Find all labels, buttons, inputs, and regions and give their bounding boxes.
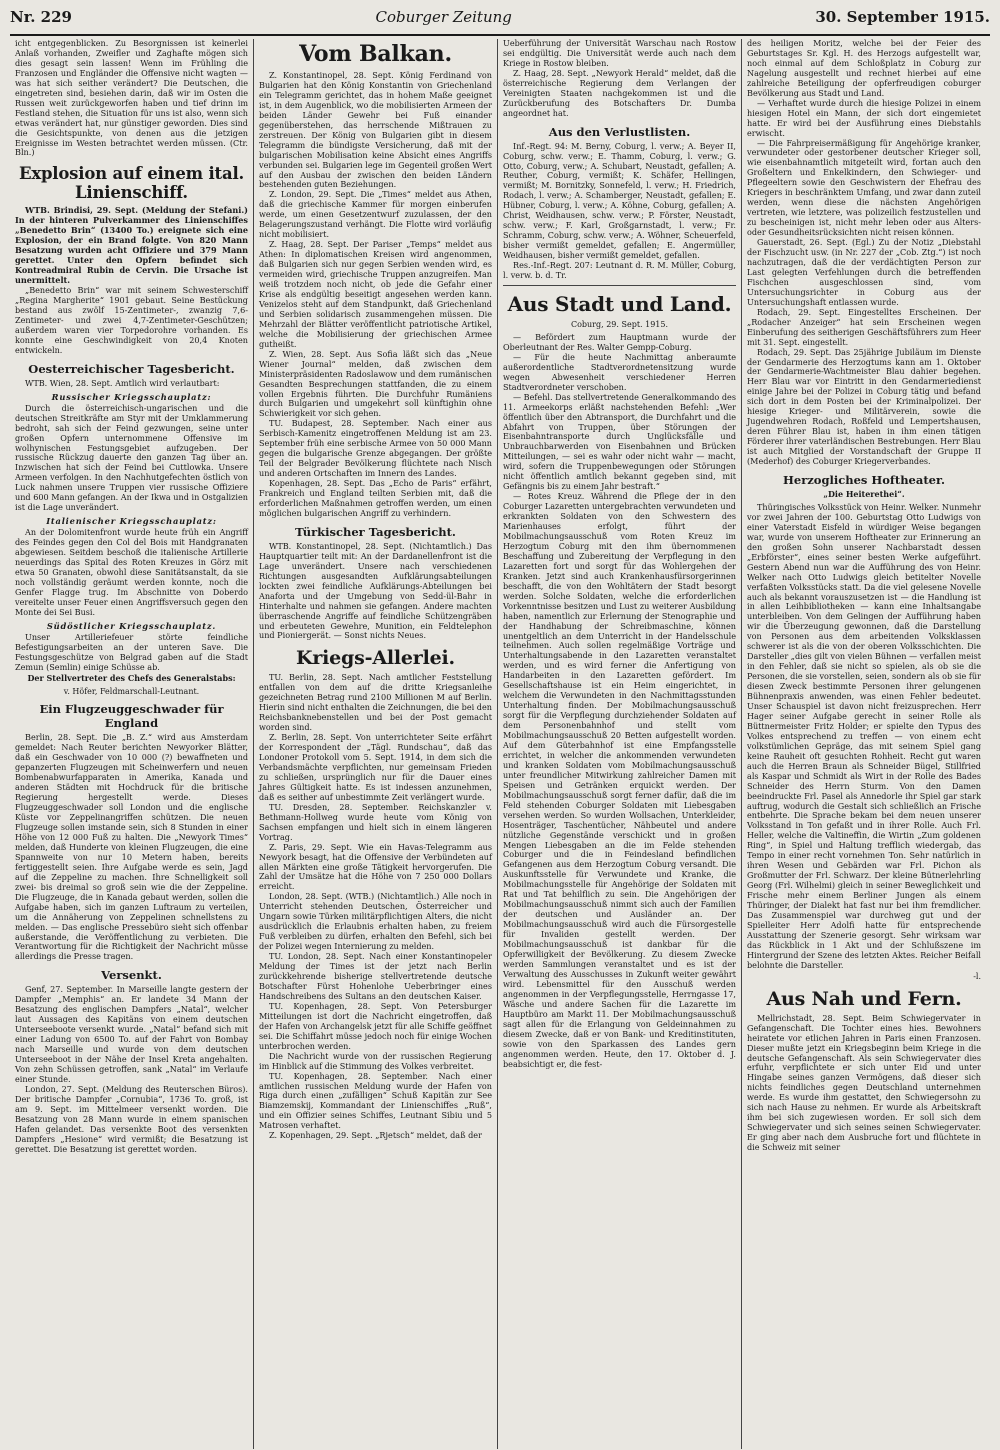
article-continuation: Ueberführung der Universität Warschau nach Rostow sei endgültig. Die Universität werde auch nach dem Kriege in Rostow bleiben. [503, 39, 736, 68]
subhead-southeast: Südöstlicher Kriegsschauplatz. [46, 620, 217, 631]
headline-balkan: Vom Balkan. [299, 41, 452, 67]
versenkt-body-1: Genf, 27. September. In Marseille langte gestern der Dampfer „Memphis“ an. Er landete 34 Mann der Besatzung des englischen Dampfers „Natal“, welcher laut Aussagen des Kapitäns von einem deutschen Unterseeboote versenkt wurde. „Natal“ befand sich mit einer Ladung von 6500 To. auf der Fahrt von Bombay nach Marseille und wurde von dem deutschen Unterseeboot in der Nähe der Insel Kreta angehalten. Von zehn Schüssen getroffen, sank „Natal“ im Verlaufe einer Stunde. [15, 984, 248, 1084]
versenkt-body-2: London, 27. Sept. (Meldung des Reuterschen Büros). Der britische Dampfer „Cornubia“, 1736 To. groß, ist am 9. Sept. im Mittelmeer versenkt worden. Die Besatzung von 28 Mann wurde in einem spanischen Hafen gelandet. Das versenkte Boot des versenkten Dampfers „Hesione“ wird vermißt; die Besatzung ist gerettet. Die Besatzung ist gerettet worden. [15, 1083, 248, 1154]
article-continuation: des heiligen Moritz, welche bei der Feier des Geburtstages Sr. Kgl. H. des Herzogs aufgestellt war, noch einmal auf dem Schloßplatz in Coburg zur Nagelung ausgestellt und rechnet hierbei auf eine zahlreiche Beteiligung der opferfreudigen coburger Bevölkerung aus Stadt und Land. [747, 39, 981, 98]
balkan-paragraph: TU. Budapest, 28. September. Nach einer aus Serbisch-Kamenitz eingetroffenen Meldung ist am 23. September früh eine serbische Armee von 50 000 Mann gegen die bulgarische Grenze abgegangen. Der größte Teil der Belgrader Bevölkerung flüchtete nach Nisch und anderen Ortschaften im Innern des Landes. [259, 418, 492, 479]
krieg-paragraph: Die Nachricht wurde von der russischen Regierung im Hinblick auf die Stimmung des Volkes verbreitet. [259, 1050, 492, 1071]
southeast-body: Unser Artilleriefeuer störte feindliche Befestigungsarbeiten an der unteren Save. Die Festungsgeschütze von Belgrad gaben auf die Stadt Zemun (Semlin) einige Schüsse ab. [15, 631, 248, 672]
explosion-body: „Benedetto Brin“ war mit seinem Schwesterschiff „Regina Margherite“ 1901 gebaut. Seine Bestückung bestand aus zwölf 15-Zentimeter-, zwanzig 7,6-Zentimeter- und zwei 4,7-Zentimeter-Geschützen; außerdem waren vier Torpedorohre vorhanden. Es konnte eine Geschwindigkeit von 20,4 Knoten entwickeln. [15, 285, 248, 355]
krieg-paragraph: Z. Paris, 29. Sept. Wie ein Havas-Telegramm aus Newyork besagt, hat die Offensive der Verbündeten auf allen Märkten eine große Tätigkeit hervorgerufen. Die Zahl der Umsätze hat die Höhe von 7 250 000 Dollars erreicht. [259, 841, 492, 892]
balkan-paragraph: Z. Konstantinopel, 28. Sept. König Ferdinand von Bulgarien hat den König Konstantin von Griechenland ein Telegramm gerichtet, das in hohem Maße geeignet ist, in dem Augenblick, wo die mobilisierten Armeen der beiden Länder Gewehr bei Fuß einander gegenüberstehen, das herrschende Mißtrauen zu zerstreuen. Der König von Bulgarien gibt in diesem Telegramm die bündigste Versicherung, daß mit der bulgarischen Mobilisation keine Absicht eines Angriffs verbunden sei. Bulgarien lege im Gegenteil großen Wert auf den Ausbau der zwischen den beiden Ländern bestehenden guten Beziehungen. [259, 70, 492, 190]
dateline: Coburg, 29. Sept. 1915. [570, 319, 669, 329]
local-paragraph: Rodach, 29. Sept. Eingestelltes Erscheinen. Der „Rodacher Anzeiger“ hat sein Erscheinen wegen Einberufung des seitherigen Geschäftsführers zum Heer mit 31. Sept. eingestellt. [747, 306, 981, 347]
krieg-paragraph: TU. Dresden, 28. September. Reichskanzler v. Bethmann-Hollweg wurde heute vom König von Sachsen empfangen und hielt sich in einem längeren Vortrag. [259, 801, 492, 842]
local-paragraph: — Die Fahrpreisermäßigung für Angehörige kranker, verwundeter oder gestorbener deutscher Krieger soll, wie eisenbahnamtlich mitgeteilt wird, fortan auch den Großeltern und Enkelkindern, den Schwieger- und Pflegeeltern sowie den Geschwistern der Ehefrau des Kriegers in beschränktem Umfang, und zwar dann zuteil werden, wenn diese die nächsten Angehörigen vertreten, wie letztere, was polizeilich festzustellen und zu bescheinigen ist, nicht mehr leben oder aus Alters- oder Gesundheitsrücksichten nicht reisen können. [747, 137, 981, 238]
nah-body: Mellrichstadt, 28. Sept. Beim Schwiegervater in Gefangenschaft. Die Tochter eines hies. Bewohners heiratete vor etlichen Jahren in Paris einen Franzosen. Dieser mußte jetzt ein Kriegsbeginn beim Kriege in die deutsche Gefangenschaft. Als sein Schwiegervater dies erfuhr, verpflichtete er sich unter Eid und unter Hingabe seines ganzen Vermögens, daß dieser sich nichts feindliches gegen Deutschland unternehmen werde. Es wurde ihm gestattet, den Schwiegersohn zu sich nach Hause zu nehmen. Er wurde als Arbeitskraft ihm bei sich zugewiesen worden. Er soll sich dem Schwiegervater und sich seines seinen Schwiegervater. Er ging aber nach dem Ausbruche fort und flüchtete in die Schweiz mit seiner [747, 1012, 981, 1153]
krieg-paragraph: London, 28. Sept. (WTB.) (Nichtamtlich.) Alle noch in Unterricht stehenden Deutschen, Österreicher und Ungarn sowie Türken militärpflichtigen Alters, die nicht ausdrücklich die Erlaubnis erhalten haben, zu freiem Fuß verbleiben zu dürfen, erhalten den Befehl, sich bei der Polizei wegen Internierung zu melden. [259, 891, 492, 952]
headline-explosion: Explosion auf einem ital. Linienschiff. [18, 164, 245, 203]
italian-body: An der Dolomitenfront wurde heute früh ein Angriff des Feindes gegen den Col del Bois mit Handgranaten abgewiesen. Seitdem beschoß die italienische Artillerie neuerdings das Spital des Roten Kreuzes in Görz mit etwa 50 Granaten, obwohl diese Sanitätsanstalt, da sie noch vollständig geräumt werden konnte, noch die Genfer Flagge trug. Im Abschnitte von Doberdo vereitelte unser Feuer einen Angriffsversuch gegen den Monte dei Sei Busi. [15, 527, 248, 617]
balkan-paragraph: Z. Haag, 28. Sept. Der Pariser „Temps“ meldet aus Athen: In diplomatischen Kreisen wird angenommen, daß Bulgarien sich nur gegen Serbien wenden wird, es vermeiden wird, griechische Truppen anzugreifen. Man weiß trotzdem noch nicht, ob jede die Gefahr einer Krise als endgültig beseitigt angesehen werden kann. Venizelos steht auf dem Standpunkt, daß Griechenland und Serbien solidarisch zusammengehen müssen. Die Mehrzahl der Blätter veröffentlicht patriotische Artikel, welche die Mobilisierung der griechischen Armee gutheißt. [259, 239, 492, 349]
column-4 [742, 39, 986, 1449]
krieg-paragraph: TU. Kopenhagen, 28. September. Nach einer amtlichen russischen Meldung wurde der Hafen von Riga durch einen „zufälligen“ Schuß Kapitän zur See Biamzemskij, Kommandant der Linienschiffes „Ruß“, und ein Offizier seines Schiffes, Leutnant Sibiu und 5 Matrosen verhaftet. [259, 1070, 492, 1131]
balkan-paragraph: Kopenhagen, 28. Sept. Das „Echo de Paris“ erfährt, Frankreich und England teilten Serbien mit, daß die erforderlichen Maßnahmen getroffen werden, um einen möglichen bulgarischen Angriff zu verhindern. [259, 478, 492, 518]
headline-kriegs-allerlei: Kriegs-Allerlei. [296, 647, 455, 670]
local-paragraph: — Verhaftet wurde durch die hiesige Polizei in einem hiesigen Hotel ein Mann, der sich dort eingemietet hatte. Er wird bei der Ausführung eines Diebstahls erwischt. [747, 97, 981, 138]
stadt-paragraph: — Rotes Kreuz. Während die Pflege der in den Coburger Lazaretten untergebrachten verwundeten und erkrankten Soldaten von den Schwestern des Marienhauses erfolgt, führt der Mobilmachungsausschuß vom Roten Kreuz im Herzogtum Coburg mit den ihm übernommenen Beschaffung und Zubereitung der Verpflegung in den Lazaretten fort und sorgt für das Wohlergehen der Kranken. Jetzt sind auch Krankenhausfürsorgerinnen beschafft, die von den Wohltätern der Stadt besorgt werden. Solche Soldaten, welche die erforderlichen Vorkenntnisse besitzen und Lust zu weiterer Ausbildung haben, namentlich zur Erlernung der Stenographie und der Handhabung der Schreibmaschine, können unentgeltlich an dem Unterricht in der Handelsschule teilnehmen. Auch sollen regelmäßige Vorträge und Unterhaltungsabende in den Lazaretten veranstaltet werden, und es wird ferner die Anfertigung von Handarbeiten in den Lazaretten gefördert. Im Gesellschaftshause ist ein Heim eingerichtet, in welchem die Verwundeten in den Nachmittagsstunden Unterhaltung finden. Der Mobilmachungsausschuß sorgt für die Verpflegung durchziehender Soldaten auf dem Personenbahnhof und stellt vom Mobilmachungsausschuß 20 Betten aufgestellt worden. Auf dem Güterbahnhof ist eine Empfangsstelle errichtet, in welcher die ankommenden verwundeten und kranken Soldaten vom Mobilmachungsausschuß unter freundlicher Mitwirkung zahlreicher Damen mit Speisen und Getränken erquickt werden. Der Mobilmachungsausschuß sorgt ferner dafür, daß die im Feld stehenden Coburger Soldaten mit Liebesgaben versehen werden. So wurden Wollsachen, Unterkleider, Hosenträger, Taschentücher, Nähbeutel und andere nützliche Gegenstände verschickt und in großen Mengen Liebesgaben an die im Felde stehenden Coburger und die in Feindesland befindlichen Gefangenen aus dem Herzogtum Coburg versandt. Die Auskunftsstelle für Verwundete und Kranke, die Mobilmachungsstelle für Angehörige der Soldaten mit Rat und Tat behilflich zu sein. Die Angehörigen der Mobilmachungsausschuß nimmt sich auch der Familien der deutschen und Ausländer an. Der Mobilmachungsausschuß wird auch die Fürsorgestelle für Invaliden gestellt werden. Der Mobilmachungsausschuß ist dankbar für die Opferwilligkeit der Bevölkerung. Zu diesem Zwecke werden Sammlungen veranstaltet und es ist der Verwaltung des Ausschusses in Zukunft weiter gewährt wird. Lebensmittel für den Ausschuß werden angenommen in der Verpflegungsstelle, Herrngasse 17, Wäsche und andere Sachen für die Lazarette im Hauptbüro am Markt 11. Der Mobilmachungsausschuß sagt allen für die Erlangung von Geldeinnahmen zu diesem Zwecke, daß er von Bank- und Kreditinstituten, sowie von den Sparkassen des Landes gern angenommen werden. Heute, den 17. Oktober d. J. beabsichtigt er, die fest- [503, 491, 736, 1069]
headline-flugzeug: Ein Flugzeuggeschwader für England [39, 702, 224, 731]
newspaper-title: Coburger Zeitung [375, 8, 512, 26]
krieg-paragraph: TU. Berlin, 28. Sept. Nach amtlicher Feststellung entfallen von dem auf die dritte Kriegsanleihe gezeichneten Betrag rund 2100 Millionen M auf Berlin. Hierin sind nicht enthalten die Zeichnungen, die bei den Reichsbanknebenstellen und bei der Post gemacht worden sind. [259, 672, 492, 733]
headline-nah-fern: Aus Nah und Fern. [766, 987, 962, 1010]
masthead [10, 8, 990, 36]
theater-body: Thüringisches Volksstück von Heinr. Welker. Nunmehr vor zwei Jahren der 100. Geburtstag Otto Ludwigs von einer Vaterstadt Eisfeld in würdiger Weise begangen war, wurde von unserem Hoftheater zur Erinnerung an den großen Sohn unserer Nachbarstadt dessen „Erbförster“, eines seiner besten Werke aufgeführt. Gestern Abend nun war die Aufführung des von Heinr. Welker nach Otto Ludwigs gleich betitelter Novelle verfaßten Volksstücks statt. Da die viel gelesene Novelle auch als bekannt vorauszusetzen ist — die Handlung ist in allen Leihbibliotheken — kann eine Inhaltsangabe unterbleiben. Von dem Gelingen der Aufführung haben wir die Überzeugung gewonnen, daß die Darstellung von Personen aus dem arbeitenden Volksklassen schwerer ist als die von der oberen Volksschichten. Die Darsteller „dies gilt von vielen Bühnen — verfallen meist in den Fehler, daß sie nicht so spielen, als ob sie die Personen, die sie vorstellen, seien, sondern als ob sie für diesen Zweck bestimmte Personen ihrer gelungenen Bühnenpraxis anwenden, was einen Fehler bedeutet. Unser Schauspiel ist davon nicht freizusprechen. Herr Hager seiner Aufgabe gerecht in seiner Rolle als Büttnermeister Fritz Holder; er spielte den Typus des Volkes entsprechend zu treffen — von einem echt volkstümlichen Gepräge, das mit seinem Spiel gang keine Rauheit oft gesuchten Rohheit. Recht gut waren auch die Herren Braun als Schneider Bügel, Stillfried als Kaspar und Schmidt als Wirt in der Rolle des Bades Schneider des Herrn Sturm. Von den Damen beeindruckte Frl. Pasel als Annedorle ihr Spiel gar stark auftrug, wodurch die Gestalt sich schließlich an Frische entbehrte. Die Sprache bekam bei dem neuen unserer Volksstand in Ton gefaßt und in ihrer Rolle. Auch Frl. Heller, welche die Valtineffin, die Wirtin „Zum goldenen Ring“, in Spiel und Haltung trefflich wiedergab, das Tempo in einer recht vornehmen Ton. Sehr natürlich in ihren Wesen und Gebärden war Frl. Pichon als Großmutter der Frl. Schwarz. Der kleine Bütnerlehrling Georg (Frl. Wilhelmi) gleich in seiner Beweglichkeit und Frische mehr einem Berliner Jungen als einem Thüringer, der Dialekt hat fast nur bei ihm fremdlicher. Das Zusammenspiel war durchweg gut und der Spielleiter Herr Adolfi hatte für entsprechende Ausstattung der Szenerie gesorgt. Sehr wirksam war das Rückblick in 1 Akt und der Schlußszene im Hintergrund der Szene des letzten Aktes. Reicher Beifall belohnte die Darsteller. [747, 501, 981, 970]
issue-number: Nr. 229 [10, 8, 72, 26]
russian-body: Durch die österreichisch-ungarischen und die deutschen Streitkräfte am Styr mit der Umklammerung bedroht, sah sich der Feind gezwungen, seine unter großen Opfern unternommene Offensive im wolhynischen Festungsgebiet aufzugeben. Der russische Rückzug dauerte den ganzen Tag über an. Inzwischen hat sich der Feind bei Cuttlowka. Unsere Armeen verfolgen. In den Nachhutgefechten östlich von Luck nahmen unsere Truppen vier russische Offiziere und 600 Mann gefangen. An der Ikwa und in Ostgalizien ist die Lage unverändert. [15, 402, 248, 513]
signature-line-1: Der Stellvertreter des Chefs des Generalstabs: [27, 672, 236, 683]
explosion-lead: WTB. Brindisi, 29. Sept. (Meldung der Stefani.) In der hinteren Pulverkammer des Linienschiffes „Benedetto Brin“ (13400 To.) ereignete sich eine Explosion, der ein Brand folgte. Von 820 Mann Besatzung wurden acht Offiziere und 379 Mann gerettet. Unter den Opfern befindet sich Kontreadmiral Rubin de Cervin. Die Ursache ist unermittelt. [15, 205, 248, 286]
headline-hoftheater: Herzogliches Hoftheater. [783, 472, 945, 487]
stadt-paragraph: — Für die heute Nachmittag anberaumte außerordentliche Stadtverordnetensitzung wurde wegen Abwesenheit verschiedener Herren Stadtverordneter verschoben. [503, 351, 736, 392]
signature-line-2: v. Höfer, Feldmarschall-Leutnant. [63, 686, 200, 696]
local-paragraph: Gauerstadt, 26. Sept. (Egl.) Zu der Notiz „Diebstahl der Fischzucht usw. (in Nr. 227 der „Cob. Ztg.“) ist noch nachzutragen, daß die der verdächtigten Person zur Last gelegten Verfehlungen durch die betreffenden Fischchen ausgeschlossen sind, vom Untersuchungsrichter in Coburg aus der Untersuchungshaft entlassen wurde. [747, 237, 981, 307]
local-paragraph: Rodach, 29. Sept. Das 25jährige Jubiläum im Dienste der Gendarmerie des Herzogtums kann am 1. Oktober der Gendarmerie-Wachtmeister Blau dahier begehen. Herr Blau war vor Eintritt in den Gendarmeriedienst einige Jahre bei der Polizei in Coburg tätig und befand sich dort in dem Posten bei der Kriminalpolizei. Der hiesige Krieger- und Militärverein, sowie die Jugendwehren Rodach, Roßfeld und Lempertshausen, deren Führer Blau ist, haben in ihm einen tätigen Förderer ihrer vaterländischen Bestrebungen. Herr Blau ist auch Mitglied der Vorstandschaft der Gruppe II (Mederhof) des Coburger Kriegerverbandes. [747, 346, 981, 467]
issue-date: 30. September 1915. [815, 8, 990, 26]
column-3 [498, 39, 742, 1449]
krieg-paragraph: TU. Kopenhagen, 28. Sept. Von Petersburger Mitteilungen ist dort die Nachricht eingetroffen, daß der Hafen von Archangelsk jetzt für alle Schiffe geöffnet sei. Die Schiffahrt müsse jedoch noch für einige Wochen unterbrochen werden. [259, 1000, 492, 1051]
verlust-res: Res.-Inf.-Regt. 207: Leutnant d. R. M. Müller, Coburg, l. verw. b. d. Tr. [503, 260, 736, 281]
headline-austria: Oesterreichischer Tagesbericht. [28, 361, 235, 376]
haag-paragraph: Z. Haag, 28. Sept. „Newyork Herald“ meldet, daß die österreichische Regierung dem Verlangen der Vereinigten Staaten nachgekommen ist und die Zurückberufung des Botschafters Dr. Dumba angeordnet hat. [503, 67, 736, 118]
subhead-russian: Russischer Kriegsschauplatz: [51, 391, 212, 402]
headline-verlustlisten: Aus den Verlustlisten. [548, 124, 691, 139]
krieg-paragraph: TU. London, 28. Sept. Nach einer Konstantinopeler Meldung der Times ist der jetzt nach Berlin zurückkehrende bisherige stellvertretende deutsche Botschafter Fürst Hohenlohe Ueberbringer eines Handschreibens des Sultans an den deutschen Kaiser. [259, 951, 492, 1001]
theater-signature: -l. [973, 971, 981, 981]
turk-body: WTB. Konstantinopel, 28. Sept. (Nichtamtlich.) Das Hauptquartier teilt mit: An der Dardanellenfront ist die Lage unverändert. Unsere nach verschiedenen Richtungen ausgesandten Aufklärungsabteilungen lockten zwei feindliche Aufklärungs-Abteilungen bei Anaforta und der Umgebung von Sedd-ül-Bahr in Hinterhalte und nahmen sie gefangen. Andere machten überraschende Angriffe auf feindliche Schützengräben und erbeuteten Gewehre, Munition, ein Feldtelephon und Pioniergerät. — Sonst nichts Neues. [259, 540, 492, 641]
article-continuation: icht entgegenblicken. Zu Besorgnissen ist keinerlei Anlaß vorhanden, Zweifler und Zaghafte mögen sich dies gesagt sein lassen! Wenn im Frühling die Franzosen und Engländer die Offensive nicht wagten — was hat sich seither verändert? Die Deutschen, die eingetreten sind, besiehen darin, daß wir im Osten die Russen weit zurückgeworfen haben und tief drinn im Festland stehen, die Situation für uns ist also, wenn sich etwas verändert hat, nur günstiger geworden. Dies sind die Gesichtspunkte, von denen aus die jetzigen Ereignisse im Westen betrachtet werden müssen. (Ctr. Bln.) [15, 39, 248, 158]
verlust-body: Inf.-Regt. 94: M. Berny, Coburg, l. verw.; A. Beyer II, Coburg, schw. verw.; E. Thamm, Coburg, l. verw.; G. Otto, Coburg, verw.; A. Schubart, Neustadt, gefallen; A. Reuther, Coburg, vermißt; K. Schäfer, Hellingen, vermißt; M. Bornitzky, Sonnefeld, l. verw.; H. Friedrich, Rodach, l. verw.; A. Schamberger, Neustadt, gefallen; E. Hübner, Coburg, l. verw.; A. Köhne, Coburg, gefallen; A. Christ, Weidhausen, schw. verw.; P. Förster, Neustadt, schw. verw.; F. Karl, Großgarnstadt, l. verw.; Fr. Schramm, Coburg, schw. verw.; A. Wöhner, Scheuerfeld, bisher vermißt gemeldet, gefallen; E. Angermüller, Weidhausen, bisher vermißt gemeldet, gefallen. [503, 140, 736, 261]
column-1 [10, 39, 254, 1449]
krieg-paragraph: Z. Kopenhagen, 29. Sept. „Rjetsch“ meldet, daß der [269, 1130, 482, 1141]
headline-versenkt: Versenkt. [101, 968, 162, 983]
headline-stadt-land: Aus Stadt und Land. [507, 291, 732, 316]
column-2 [254, 39, 498, 1449]
divider [503, 285, 736, 286]
stadt-paragraph: — Befehl. Das stellvertretende Generalkommando des 11. Armeekorps erläßt nachstehenden Befehl: „Wer öffentlich über den Abtransport, die Durchfahrt und die Abfahrt von Truppen, über Störungen der Eisenbahntransporte durch Unglücksfälle und Unbrauchbarwerden von Eisenbahnen und Brücken Mitteilungen, — sei es wahr oder nicht wahr — macht, wird, sofern die Truppenbewegungen oder Störungen nicht öffentlich amtlich bekannt gegeben sind, mit Gefängnis bis zu einem Jahr bestraft.“ [503, 391, 736, 492]
flugzeug-body: Berlin, 28. Sept. Die „B. Z.“ wird aus Amsterdam gemeldet: Nach Reuter berichten Newyorker Blätter, daß ein Geschwader von 10 000 (?) bewaffneten und gepanzerten Flugzeugen mit Scheinwerfern und neuen Bombenabwurfapparaten in Amerika, Kanada und anderen Städten mit Hochdruck für die britische Regierung hergestellt werde. Dieses Flugzeuggeschwader soll London und die englische Küste vor Zeppelinangriffen schützen. Die neuen Flugzeuge sollen imstande sein, sich 8 Stunden in einer Höhe von 12 000 Fuß zu halten. Die „Newyork Times“ melden, daß Hunderte von kleinen Flugzeugen, die eine Spannweite von nur 10 Metern haben, bereits fertiggestellt seien. Ihre Aufgabe werde es sein, Jagd auf die Zeppeline zu machen. Ihre Schnelligkeit soll zwei- bis dreimal so groß sein wie die der Zeppeline. Die Flugzeuge, die in Kanada gebaut werden, sollen die Aufgabe haben, sich im ganzen Luftraum zu verteilen, um die Annäherung von Zeppelinen schnellstens zu melden. — Das englische Pressebüro sieht sich offenbar außerstande, die Veröffentlichung zu verbieten. Die Verantwortung für die Richtigkeit der Nachricht müsse allerdings die Presse tragen. [15, 732, 248, 962]
headline-turk: Türkischer Tagesbericht. [295, 524, 456, 539]
balkan-paragraph: Z. London, 29. Sept. Die „Times“ meldet aus Athen, daß die griechische Kammer für morgen einberufen werde, um einen Gesetzentwurf zuzulassen, der den Belagerungszustand verhängt. Die Flotte wird vorläufig nicht mobilisiert. [259, 189, 492, 240]
balkan-paragraph: Z. Wien, 28. Sept. Aus Sofia läßt sich das „Neue Wiener Journal“ melden, daß zwischen dem Ministerpräsidenten Radoslawow und dem rumänischen Gesandten Besprechungen stattfanden, die zu einem vollen Ergebnis führten. Die Durchfuhr Rumäniens durch Bulgarien und umgekehrt soll künftighin ohne Schwierigkeit vor sich gehen. [259, 348, 492, 419]
theater-subtitle: „Die Heiterethei“. [823, 488, 905, 499]
columns [10, 39, 990, 1449]
austria-lead: WTB. Wien, 28. Sept. Amtlich wird verlautbart: [25, 377, 220, 388]
stadt-paragraph: — Befördert zum Hauptmann wurde der Oberleutnant der Res. Walter Gempp-Coburg. [503, 331, 736, 352]
subhead-italian: Italienischer Kriegsschauplatz: [46, 516, 217, 527]
krieg-paragraph: Z. Berlin, 28. Sept. Von unterrichteter Seite erfährt der Korrespondent der „Tägl. Rundschau“, daß das Londoner Protokoll vom 5. Sept. 1914, in dem sich die Verbandsmächte verpflichten, nur gemeinsam Frieden zu schließen, ursprünglich nur für die Dauer eines Jahres Gültigkeit hatte. Es ist indessen anzunehmen, daß es seither auf unbestimmte Zeit verlängert wurde. [259, 732, 492, 802]
